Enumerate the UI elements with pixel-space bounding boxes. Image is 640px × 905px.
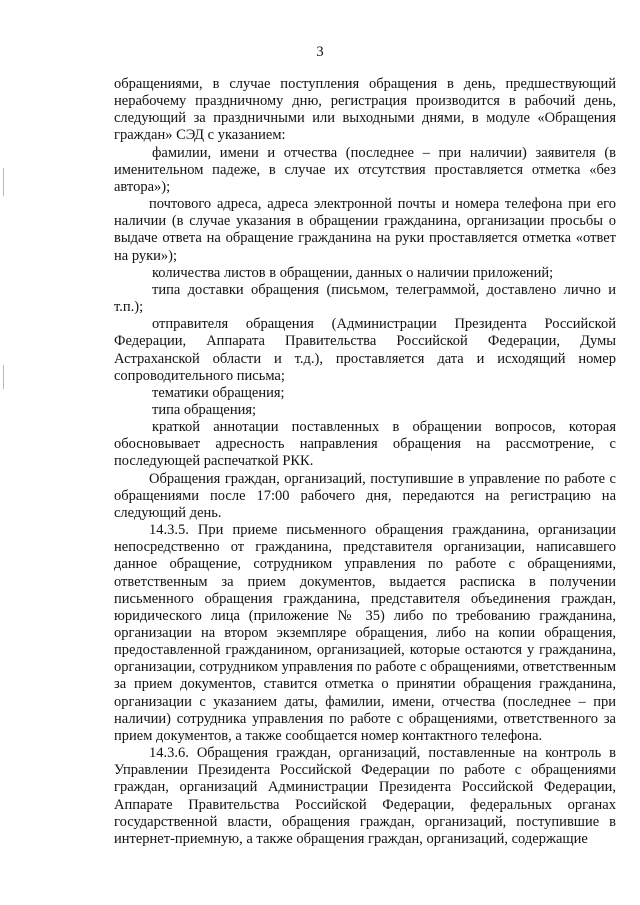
scan-margin-mark — [3, 168, 4, 196]
list-item-postal-address: почтового адреса, адреса электронной почты и номера телефона при его наличии (в случае указания в обращении гражданина, организации просьбы о выдаче ответа на обращение гражданина на руки проставляется отметка «ответ на руки»); — [114, 196, 616, 264]
scan-margin-mark — [3, 365, 4, 389]
paragraph-14-3-5: 14.3.5. При приеме письменного обращения гражданина, организации непосредственно от гражданина, представителя организации, написавшего данное обращение, сотрудником управления по работе с обращениями, ответственным за прием документов, выдается расписка в получении письменного обращения гражданина, представителя объединения граждан, юридического лица (приложение № 35) либо по требованию гражданина, организации на втором экземпляре обращения, либо на копии обращения, предоставленной гражданином, организацией, которые остаются у гражданина, организации, сотрудником управления по работе с обращениями, ответственным за прием документов, ставится отметка о принятии обращения гражданина, организации с указанием даты, фамилии, имени, отчества (последнее – при наличии) сотрудника управления по работе с обращениями, ответственного за прием документов, а также сообщается номер контактного телефона. — [114, 522, 616, 744]
list-item-delivery-type: типа доставки обращения (письмом, телеграммой, доставлено лично и т.п.); — [114, 281, 616, 316]
list-item-subject: тематики обращения; — [152, 384, 285, 401]
list-item-sender: отправителя обращения (Администрации Президента Российской Федерации, Аппарата Правительства Российской Федерации, Думы Астраханской области и т.д.), проставляется дата и исходящий номер сопроводительного письма; — [114, 316, 616, 384]
list-item-appeal-type: типа обращения; — [152, 401, 257, 418]
paragraph-14-3-6: 14.3.6. Обращения граждан, организаций, поставленные на контроль в Управлении Президента Российской Федерации по работе с обращениями граждан, организаций Администрации Президента Российской Федерации, Аппарате Правительства Российской Федерации, федеральных органах государственной власти, обращения граждан, организаций, поступившие в интернет-приемную, а также обращения граждан, организаций, содержащие — [114, 745, 616, 847]
list-item-annotation: краткой аннотации поставленных в обращении вопросов, которая обосновывает адресность направления обращения на рассмотрение, с последующей распечаткой РКК. — [114, 419, 616, 470]
page-number: 3 — [316, 44, 324, 60]
list-item-full-name: фамилии, имени и отчества (последнее – при наличии) заявителя (в именительном падеже, в случае их отсутствия проставляется отметка «без автора»); — [114, 144, 616, 195]
paragraph-continuation: обращениями, в случае поступления обращения в день, предшествующий нерабочему праздничному дню, регистрация производится в рабочий день, следующий за праздничными или выходными днями, в модуле «Обращения граждан» СЭД с указанием: — [114, 76, 616, 144]
list-item-sheet-count: количества листов в обращении, данных о наличии приложений; — [152, 264, 554, 281]
paragraph-after-hours: Обращения граждан, организаций, поступившие в управление по работе с обращениями после 17:00 рабочего дня, передаются на регистрацию на следующий день. — [114, 470, 616, 521]
document-body — [114, 76, 616, 848]
